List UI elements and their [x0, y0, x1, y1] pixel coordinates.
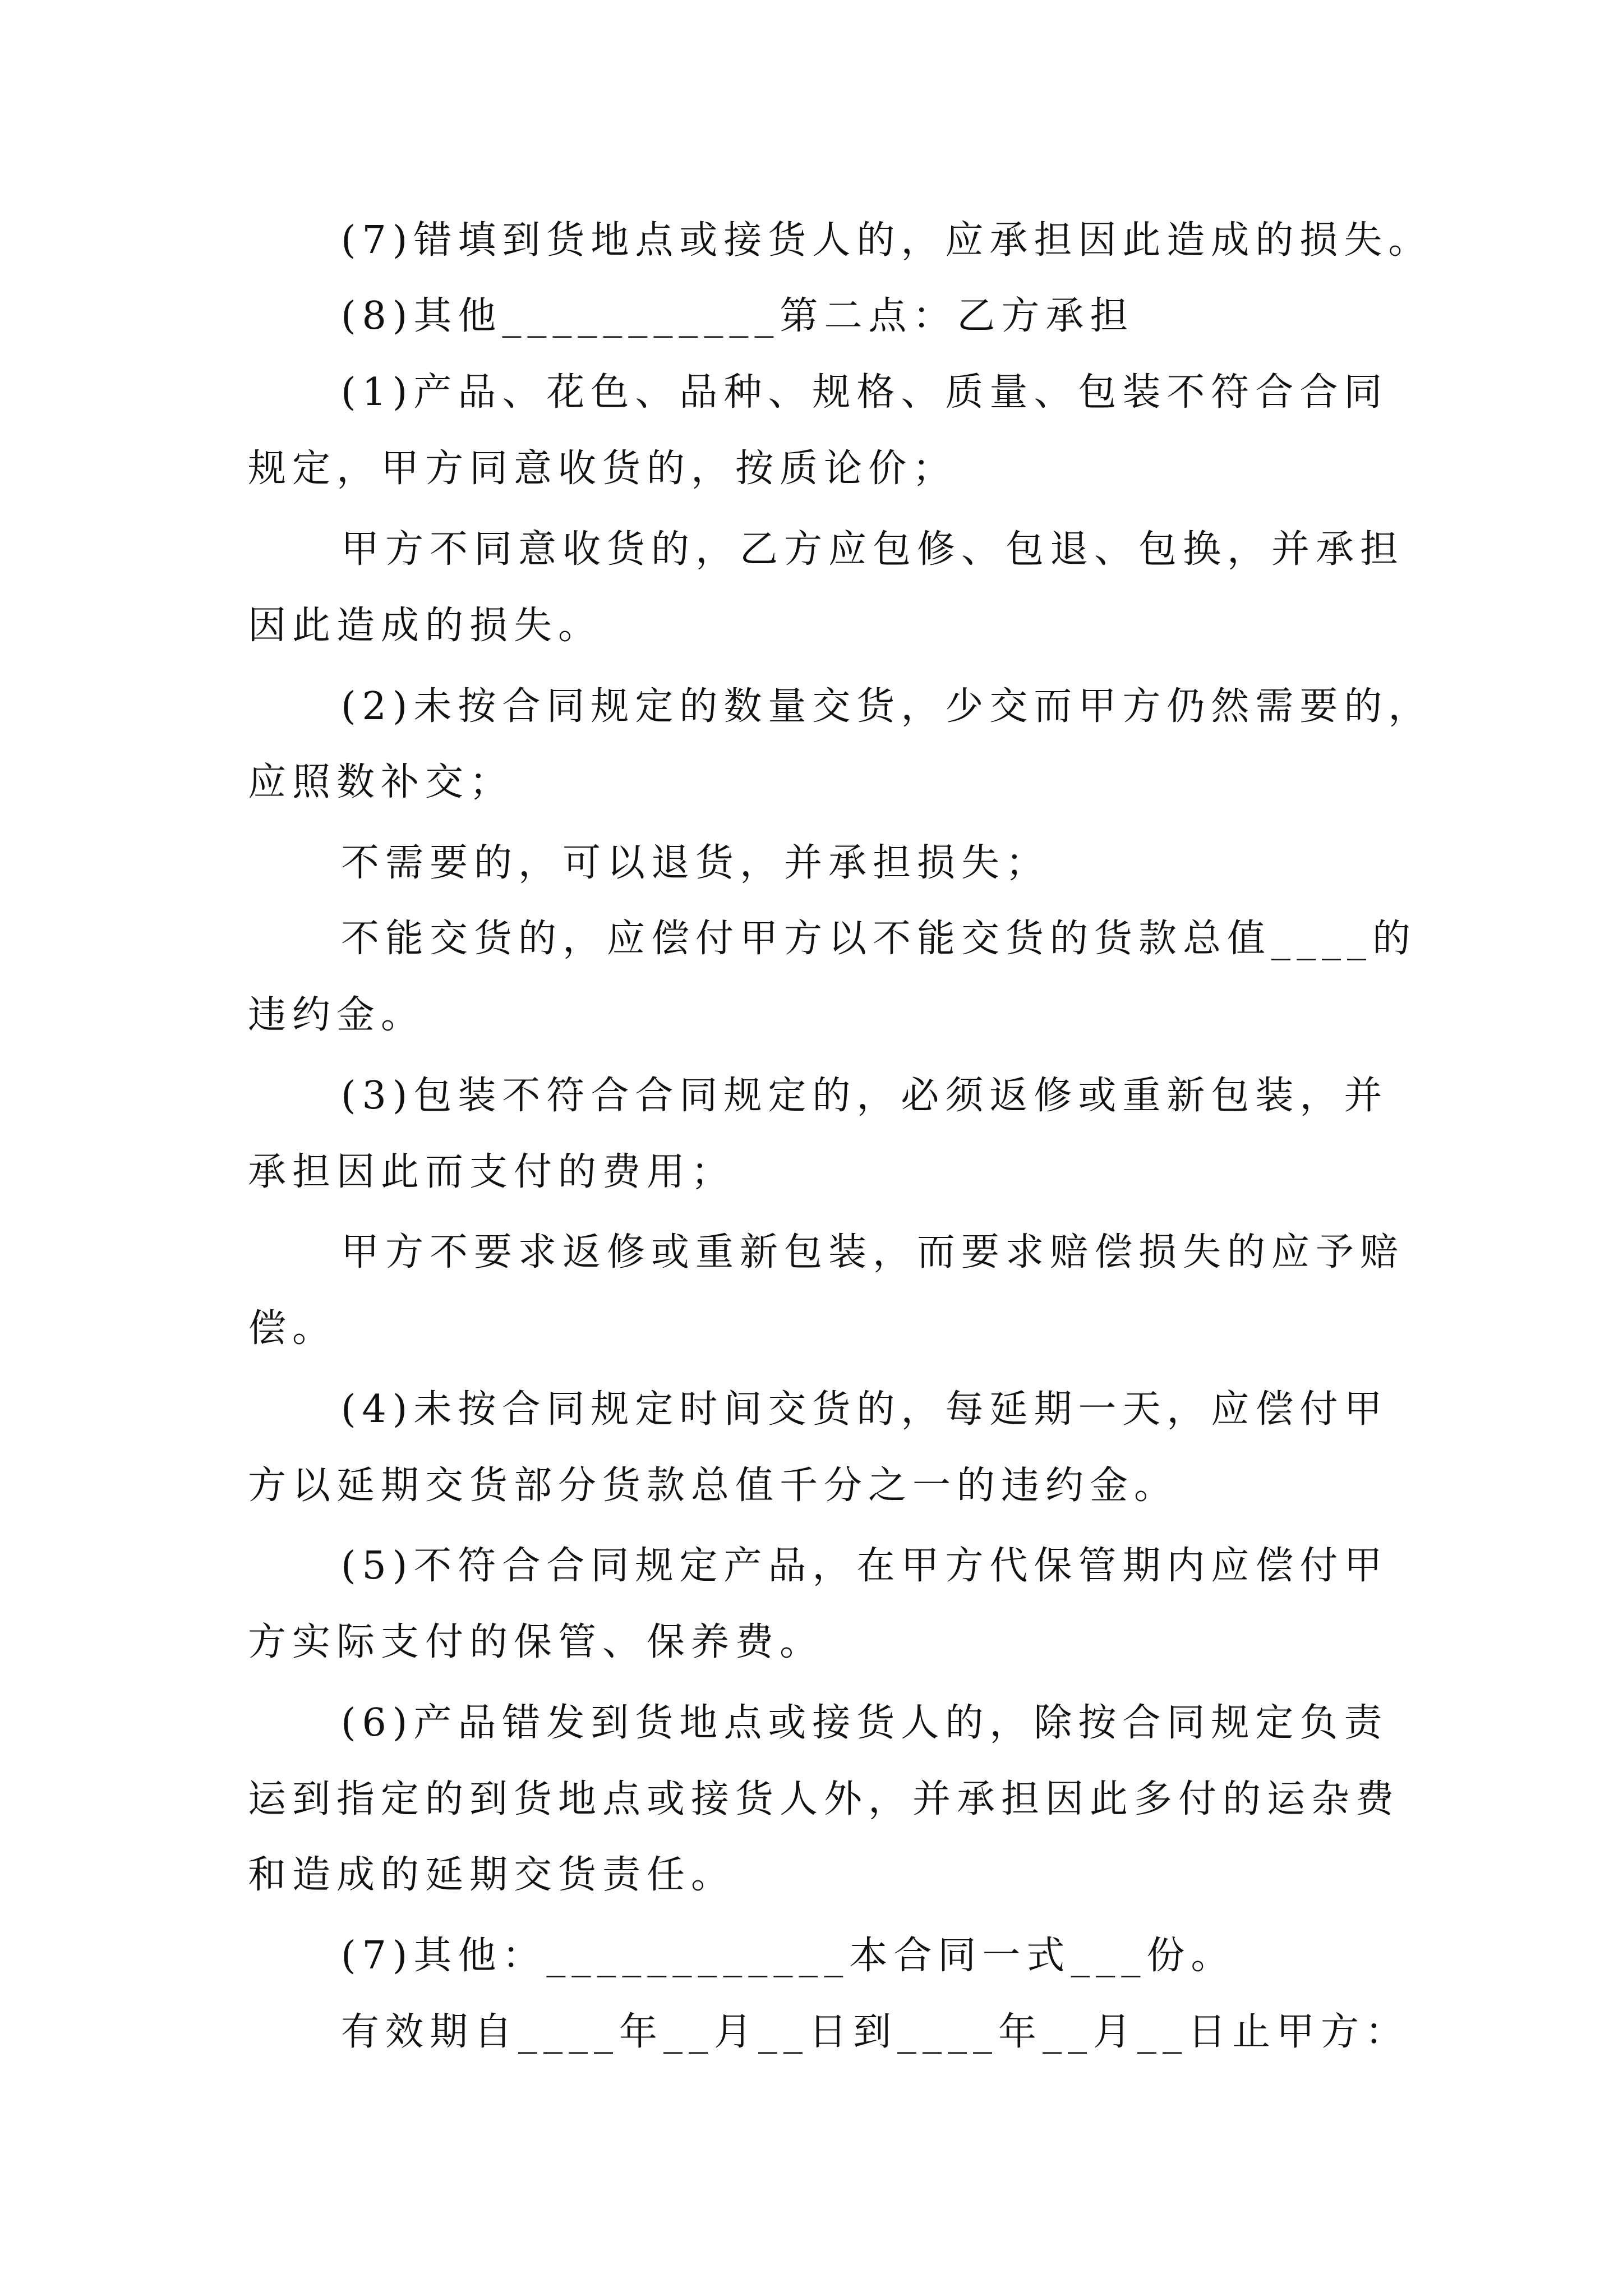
text-line: 规定，甲方同意收货的，按质论价； — [248, 447, 957, 491]
text-line: (6)产品错发到货地点或接货人的，除按合同规定负责 — [341, 1701, 1389, 1745]
text-line: (3)包装不符合合同规定的，必须返修或重新包装，并 — [341, 1074, 1389, 1118]
text-line: 应照数补交； — [248, 760, 514, 804]
text-line: (4)未按合同规定时间交货的，每延期一天，应偿付甲 — [341, 1387, 1389, 1432]
text-line: 方实际支付的保管、保养费。 — [248, 1620, 824, 1664]
text-line: 偿。 — [248, 1306, 337, 1351]
text-line: 承担因此而支付的费用； — [248, 1150, 736, 1194]
text-line: (5)不符合合同规定产品，在甲方代保管期内应偿付甲 — [341, 1544, 1389, 1588]
text-line: (1)产品、花色、品种、规格、质量、包装不符合合同 — [341, 370, 1389, 415]
text-line: 因此造成的损失。 — [248, 604, 603, 648]
text-line: 有效期自____年__月__日到____年__月__日止甲方： — [341, 2010, 1410, 2054]
text-line: 运到指定的到货地点或接货人外，并承担因此多付的运杂费 — [248, 1777, 1400, 1821]
text-line: (8)其他___________第二点：乙方承担 — [341, 294, 1135, 338]
text-line: 不能交货的，应偿付甲方以不能交货的货款总值____的 — [341, 917, 1417, 961]
text-line: 甲方不要求返修或重新包装，而要求赔偿损失的应予赔 — [341, 1230, 1405, 1274]
text-line: (7)其他：____________本合同一式___份。 — [341, 1934, 1235, 1978]
text-line: 和造成的延期交货责任。 — [248, 1853, 736, 1897]
text-line: 方以延期交货部分货款总值千分之一的违约金。 — [248, 1464, 1179, 1508]
text-line: 不需要的，可以退货，并承担损失； — [341, 841, 1050, 885]
text-line: (7)错填到货地点或接货人的，应承担因此造成的损失。 — [341, 218, 1433, 263]
text-line: 违约金。 — [248, 993, 426, 1037]
text-line: 甲方不同意收货的，乙方应包修、包退、包换，并承担 — [341, 527, 1405, 572]
text-line: (2)未按合同规定的数量交货，少交而甲方仍然需要的， — [341, 684, 1433, 729]
